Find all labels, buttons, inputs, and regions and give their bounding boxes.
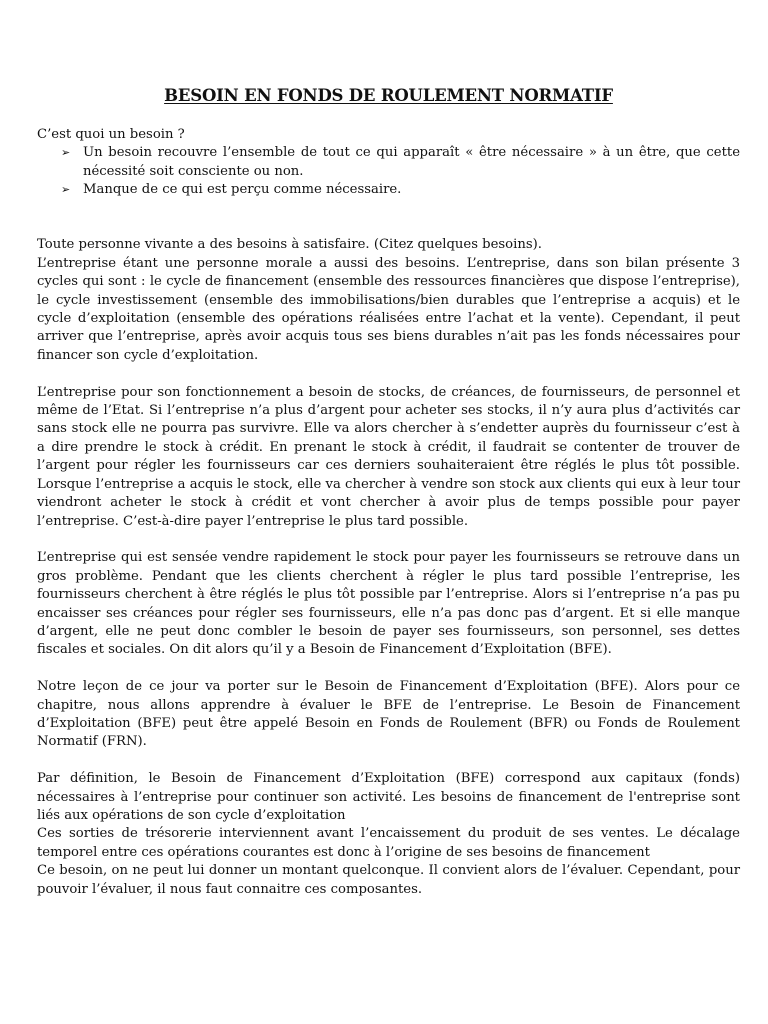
spacer <box>37 200 740 237</box>
paragraph-intro: Toute personne vivante a des besoins à satisfaire. (Citez quelques besoins). <box>37 237 542 253</box>
spacer <box>37 365 740 383</box>
spacer <box>37 531 740 549</box>
arrow-bullet-icon: ➢ <box>61 183 71 197</box>
definition-list <box>37 144 740 199</box>
paragraph-stocks: L’entreprise pour son fonctionnement a besoin de stocks, de créances, de fournisseurs, de personnel et même de l’Etat. Si l’entreprise n’a plus d’argent pour acheter ses stocks, il n’y aura plus d’activités car sans stock elle ne pourra pas survivre. Elle va alors chercher à s’endetter auprès du fournisseur c’est à a dire prendre le stock à crédit. En prenant le stock à crédit, il faudrait se contenter de trouver de l’argent pour régler les fournisseurs car ces derniers souhaiteraient être réglés le plus tôt possible. Lorsque l’entreprise a acquis le stock, elle va chercher à vendre son stock aux clients qui eux à leur tour viendront acheter le stock à crédit et vont chercher à avoir plus de temps possible pour payer l’entreprise. C’est-à-dire payer l’entreprise le plus tard possible. <box>37 384 740 529</box>
page-title: BESOIN EN FONDS DE ROULEMENT NORMATIF <box>164 86 613 105</box>
paragraph-treasury: Ces sorties de trésorerie interviennent avant l’encaissement du produit de ses ventes. Le décalage temporel entre ces opérations courantes est donc à l’origine de ses besoins de financement <box>37 826 740 860</box>
paragraph-cycles: L’entreprise étant une personne morale a aussi des besoins. L’entreprise, dans son bilan présente 3 cycles qui sont : le cycle de financement (ensemble des ressources financières que dispose l’entreprise), le cycle investissement (ensemble des immobilisations/bien durables que l’entreprise a acquis) et le cycle d’exploitation (ensemble des opérations réalisées entre l’achat et la vente). Cependant, il peut arriver que l’entreprise, après avoir acquis tous ses biens durables n’ait pas les fonds nécessaires pour financer son cycle d’exploitation. <box>37 255 740 363</box>
paragraph-lesson: Notre leçon de ce jour va porter sur le Besoin de Financement d’Exploitation (BFE). Alors pour ce chapitre, nous allons apprendre à évaluer le BFE de l’entreprise. Le Besoin de Financement d’Exploitation (BFE) peut être appelé Besoin en Fonds de Roulement (BFR) ou Fonds de Roulement Normatif (FRN). <box>37 679 740 750</box>
list-item <box>61 144 740 181</box>
paragraph-problem: L’entreprise qui est sensée vendre rapidement le stock pour payer les fournisseurs se retrouve dans un gros problème. Pendant que les clients cherchent à régler le plus tard possible l’entreprise, les fournisseurs cherchent à être réglés le plus tôt possible par l’entreprise. Alors si l’entreprise n’a pas pu encaisser ses créances pour régler ses fournisseurs, elle n’a pas donc pas d’argent. Et si elle manque d’argent, elle ne peut donc combler le besoin de payer ses fournisseurs, son personnel, ses dettes fiscales et sociales. On dit alors qu’il y a Besoin de Financement d’Exploitation (BFE). <box>37 550 740 658</box>
list-item-text: Un besoin recouvre l’ensemble de tout ce qui apparaît « être nécessaire » à un être, que cette nécessité soit consciente ou non. <box>83 145 740 179</box>
question-line: C’est quoi un besoin ? <box>37 127 185 142</box>
list-item <box>61 181 740 199</box>
paragraph-evaluation: Ce besoin, on ne peut lui donner un montant quelconque. Il convient alors de l’évaluer. Cependant, pour pouvoir l’évaluer, il nous faut connaitre ces composantes. <box>37 863 740 897</box>
document-page <box>37 86 740 899</box>
spacer <box>37 752 740 770</box>
paragraph-definition: Par définition, le Besoin de Financement d’Exploitation (BFE) correspond aux capitaux (fonds) nécessaires à l’entreprise pour continuer son activité. Les besoins de financement de l'entreprise sont liés aux opérations de son cycle d’exploitation <box>37 771 740 823</box>
arrow-bullet-icon: ➢ <box>61 146 71 160</box>
list-item-text: Manque de ce qui est perçu comme nécessaire. <box>83 182 402 198</box>
spacer <box>37 660 740 678</box>
